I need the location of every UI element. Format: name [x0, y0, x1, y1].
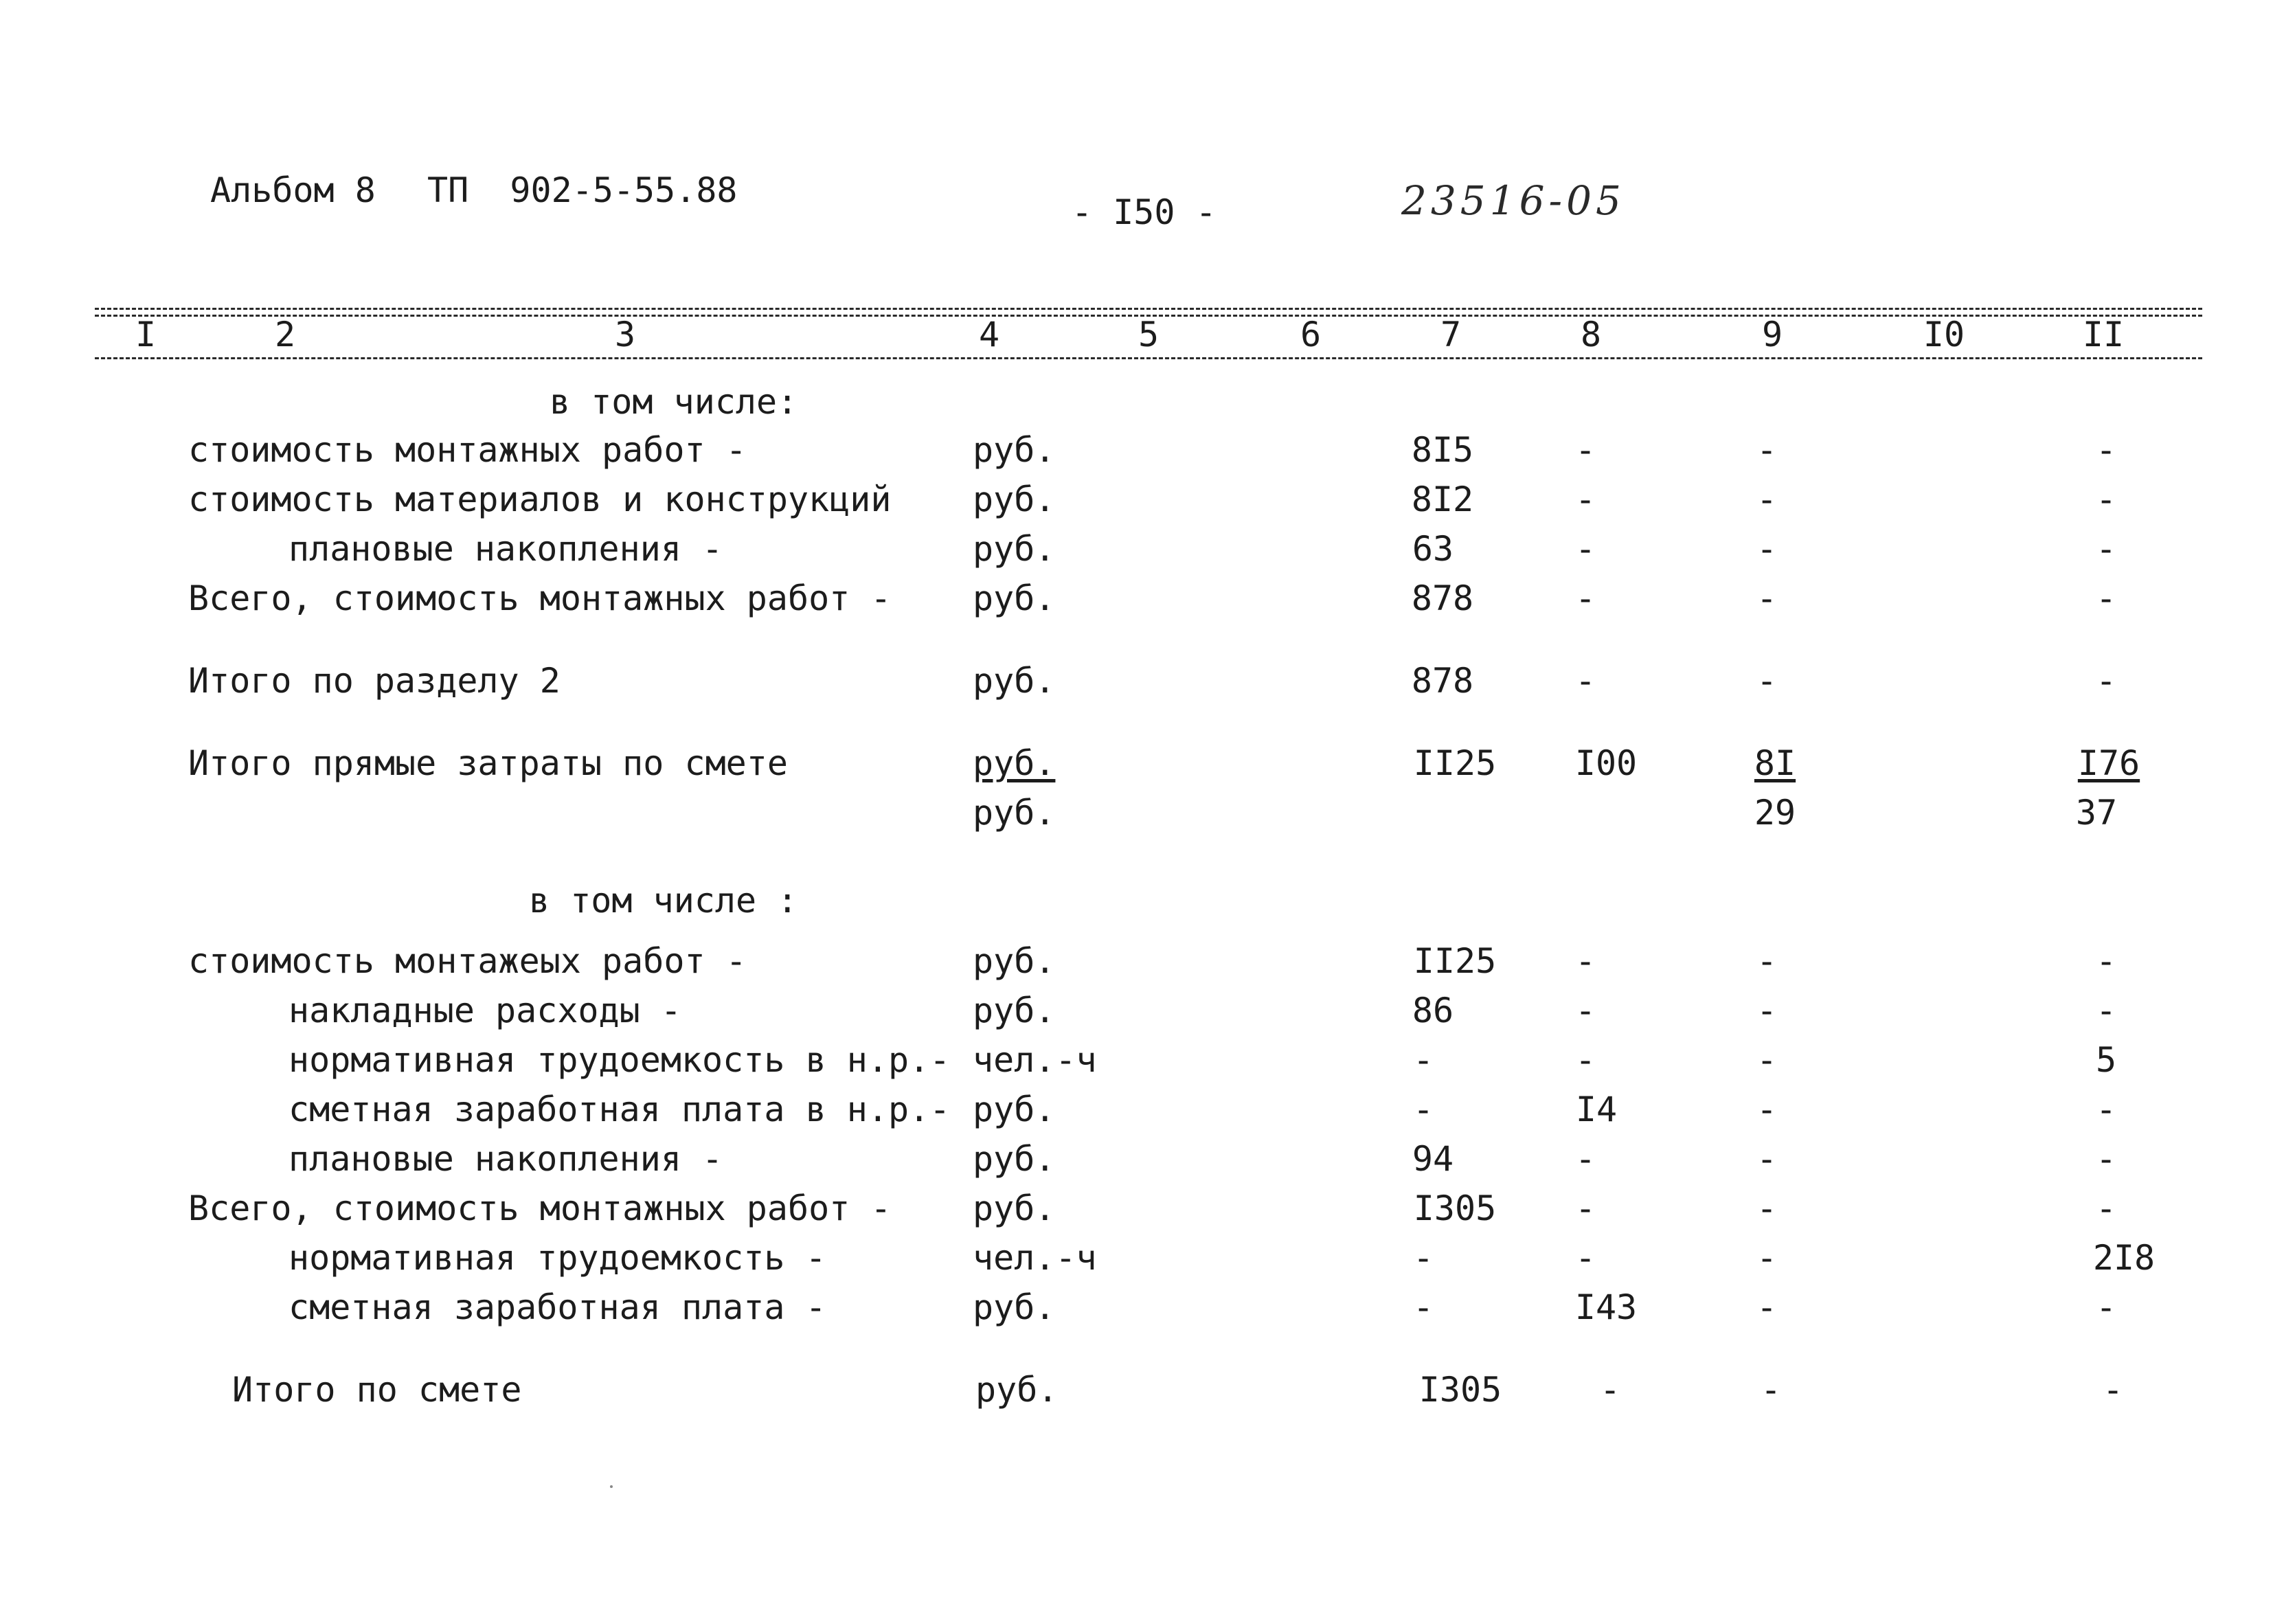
document-code: ТП 902-5-55.88	[427, 170, 738, 210]
row-unit: руб.	[973, 529, 1056, 569]
row-label: Итого по смете	[232, 1370, 522, 1410]
cell-col11: -	[2095, 661, 2117, 701]
cell-col7: 878	[1411, 661, 1474, 701]
row-label: сметная заработная плата в н.р.-	[289, 1090, 951, 1129]
column-number-3: 3	[614, 315, 636, 354]
cell-col8: I43	[1574, 1287, 1638, 1327]
cell-col11: -	[2095, 1188, 2117, 1228]
cell-col11: -	[2095, 1287, 2117, 1327]
cell-col11: -	[2095, 480, 2117, 519]
row-unit: руб.	[973, 991, 1056, 1030]
cell-col7: 8I2	[1411, 480, 1474, 519]
row-unit: чел.-ч	[973, 1040, 1097, 1080]
row-unit: руб.	[973, 1090, 1056, 1129]
row-label: нормативная трудоемкость в н.р.-	[289, 1040, 951, 1080]
row-label: нормативная трудоемкость -	[289, 1238, 826, 1278]
column-number-10: I0	[1923, 315, 1965, 354]
cell-col8: -	[1574, 529, 1596, 569]
table-row	[0, 1287, 2273, 1331]
cell-col7: 63	[1412, 529, 1454, 569]
cell-col7: 94	[1412, 1139, 1454, 1179]
cell-col7: -	[1412, 1287, 1434, 1327]
cell-col11: -	[2095, 430, 2117, 470]
cell-col11: -	[2095, 578, 2117, 618]
row-unit: руб.	[973, 1287, 1056, 1327]
direct-costs-row-bottom	[0, 793, 2273, 837]
cell-col9: -	[1756, 578, 1778, 618]
cell-col8: -	[1574, 430, 1596, 470]
column-number-8: 8	[1580, 315, 1602, 354]
cell-col11: -	[2095, 1090, 2117, 1129]
cell-col7: II25	[1413, 743, 1497, 783]
cell-col8: -	[1574, 661, 1596, 701]
cell-col7: -	[1412, 1090, 1434, 1129]
row-label: плановые накопления -	[289, 1139, 723, 1179]
row-label: Всего, стоимость монтажных работ -	[188, 578, 892, 618]
cell-col11: -	[2095, 991, 2117, 1030]
table-row	[0, 1040, 2273, 1084]
cell-col9: -	[1756, 1287, 1778, 1327]
cell-col11-top: I76	[2077, 743, 2140, 783]
cell-col8: -	[1574, 1188, 1596, 1228]
cell-col7: -	[1412, 1040, 1434, 1080]
cell-col11: -	[2095, 1139, 2117, 1179]
cell-col8: I4	[1575, 1090, 1618, 1129]
cell-col11: 2I8	[2092, 1238, 2156, 1278]
cell-col9: -	[1756, 1090, 1778, 1129]
row-unit: руб.	[973, 578, 1056, 618]
row-unit: руб.	[973, 941, 1056, 981]
table-row	[0, 941, 2273, 985]
cell-col8: -	[1574, 1040, 1596, 1080]
cell-col9: -	[1756, 1188, 1778, 1228]
row-unit-bottom: руб.	[973, 793, 1056, 833]
table-row	[0, 1139, 2273, 1183]
cell-col7: 86	[1412, 991, 1454, 1030]
cell-col11-bottom: 37	[2075, 793, 2118, 833]
table-row	[0, 578, 2273, 622]
column-number-6: 6	[1300, 315, 1322, 354]
cell-col9: -	[1756, 529, 1778, 569]
table-row	[0, 430, 2273, 474]
cell-col7: II25	[1413, 941, 1497, 981]
cell-col9: -	[1756, 941, 1778, 981]
row-label: Всего, стоимость монтажных работ -	[188, 1188, 892, 1228]
column-number-11: II	[2082, 315, 2125, 354]
cell-col8: -	[1574, 480, 1596, 519]
table-row	[0, 1238, 2273, 1282]
cell-col8: -	[1599, 1370, 1621, 1410]
cell-col9: -	[1760, 1370, 1782, 1410]
cell-col8: I00	[1574, 743, 1638, 783]
cell-col11: -	[2095, 529, 2117, 569]
row-label: сметная заработная плата -	[289, 1287, 826, 1327]
row-unit: руб.	[973, 430, 1056, 470]
row-label: стоимость монтажных работ -	[188, 430, 747, 470]
cell-col9: -	[1756, 480, 1778, 519]
section2-total-row	[0, 661, 2273, 705]
row-label: стоимость монтажеых работ -	[188, 941, 747, 981]
table-row	[0, 991, 2273, 1035]
cell-col7: I305	[1418, 1370, 1502, 1410]
table-row	[0, 1090, 2273, 1134]
cell-col9-top: 8I	[1754, 743, 1796, 783]
column-number-7: 7	[1440, 315, 1462, 354]
cell-col7: 8I5	[1411, 430, 1474, 470]
row-label: Итого по разделу 2	[188, 661, 561, 701]
cell-col8: -	[1574, 941, 1596, 981]
row-label: накладные расходы -	[289, 991, 681, 1030]
column-number-row	[0, 308, 2273, 363]
column-number-4: 4	[978, 315, 1000, 354]
section1-subheading: в том числе:	[550, 382, 798, 422]
cell-col9: -	[1756, 430, 1778, 470]
album-label: Альбом 8	[210, 170, 376, 210]
cell-col8: -	[1574, 1139, 1596, 1179]
cell-col7: I305	[1413, 1188, 1497, 1228]
row-label: стоимость материалов и конструкций	[188, 480, 892, 519]
row-unit-top: руб.	[973, 743, 1056, 783]
page-number: - I50 -	[1072, 192, 1217, 232]
cell-col9: -	[1756, 661, 1778, 701]
cell-col8: -	[1574, 578, 1596, 618]
row-unit: руб.	[975, 1370, 1059, 1410]
grand-total-row	[0, 1370, 2273, 1414]
cell-col9-bottom: 29	[1754, 793, 1796, 833]
row-unit: руб.	[973, 1188, 1056, 1228]
row-unit: руб.	[973, 1139, 1056, 1179]
cell-col11: -	[2102, 1370, 2124, 1410]
column-number-1: I	[135, 315, 157, 354]
cell-col11: -	[2095, 941, 2117, 981]
column-number-9: 9	[1761, 315, 1783, 354]
cell-col11: 5	[2095, 1040, 2117, 1080]
handwritten-number: 23516-05	[1401, 177, 1625, 224]
cell-col9: -	[1756, 1238, 1778, 1278]
direct-costs-row	[0, 743, 2273, 787]
cell-col8: -	[1574, 991, 1596, 1030]
row-label: Итого прямые затраты по смете	[188, 743, 788, 783]
row-unit: руб.	[973, 480, 1056, 519]
row-unit: чел.-ч	[973, 1238, 1097, 1278]
table-row	[0, 480, 2273, 523]
cell-col7: 878	[1411, 578, 1474, 618]
cell-col8: -	[1574, 1238, 1596, 1278]
section2-subheading: в том числе :	[529, 881, 798, 921]
table-row	[0, 529, 2273, 573]
row-unit: руб.	[973, 661, 1056, 701]
column-number-2: 2	[274, 315, 296, 354]
column-number-5: 5	[1138, 315, 1160, 354]
scan-speck	[610, 1485, 613, 1488]
cell-col9: -	[1756, 1040, 1778, 1080]
cell-col9: -	[1756, 1139, 1778, 1179]
cell-col9: -	[1756, 991, 1778, 1030]
table-row	[0, 1188, 2273, 1232]
cell-col7: -	[1412, 1238, 1434, 1278]
table-header-bottom-rule	[95, 357, 2202, 359]
row-label: плановые накопления -	[289, 529, 723, 569]
